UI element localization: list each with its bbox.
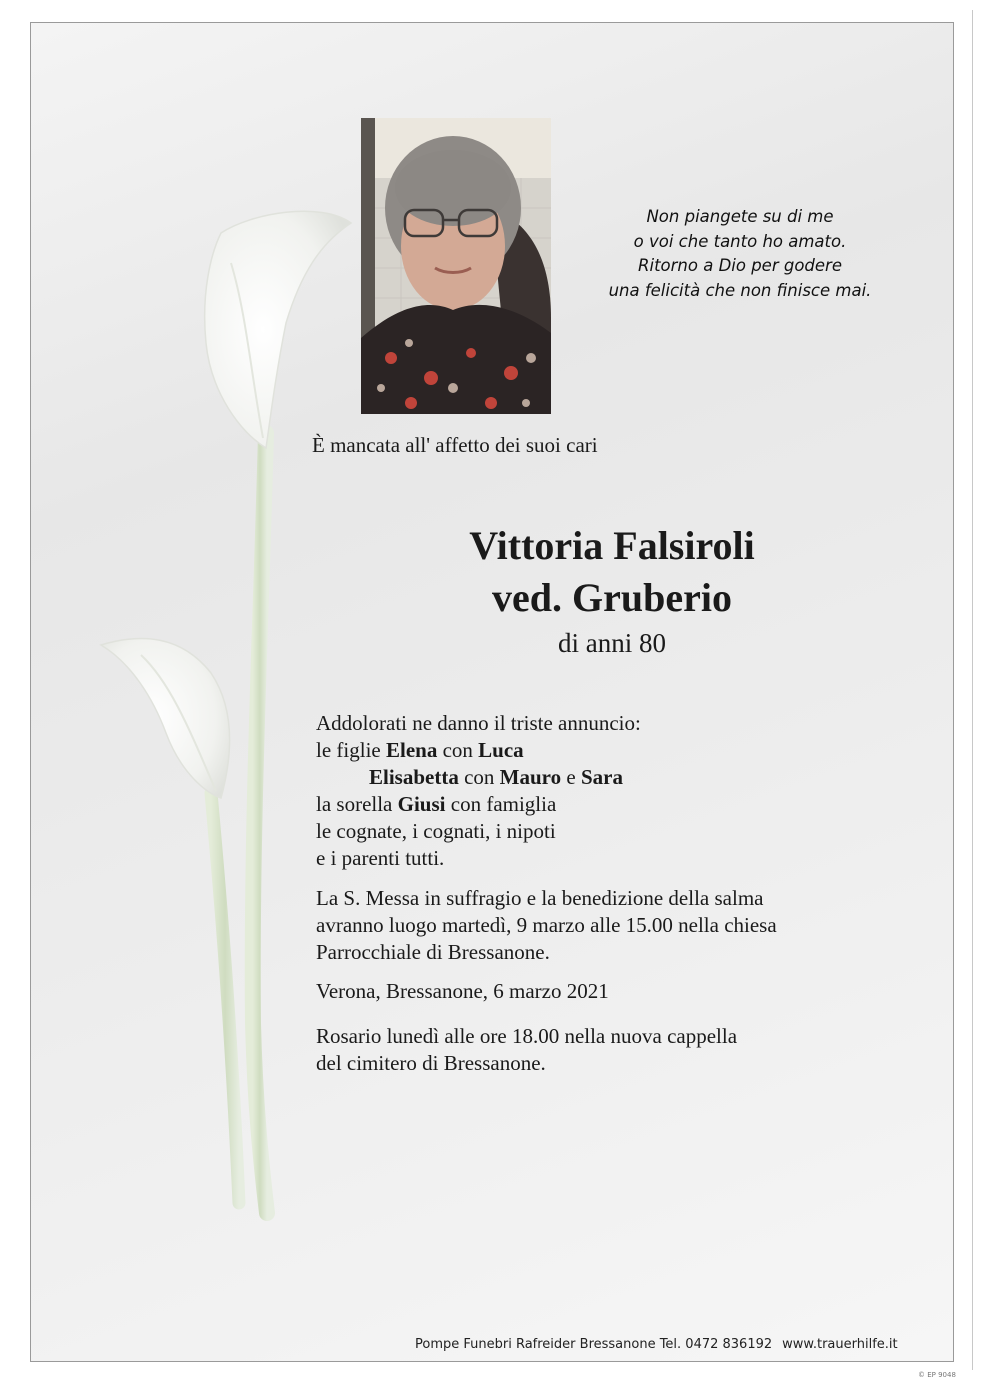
poem-line: o voi che tanto ho amato. xyxy=(633,231,847,251)
text-fragment: con xyxy=(437,738,479,762)
rosary-line: Rosario lunedì alle ore 18.00 nella nuova cappella xyxy=(316,1024,738,1048)
deceased-full-name: Vittoria Falsiroli xyxy=(469,523,755,568)
text-fragment: con famiglia xyxy=(445,792,557,816)
announcement-line xyxy=(316,737,777,764)
mass-line: avranno luogo martedì, 9 marzo alle 15.00 nella chiesa xyxy=(316,913,777,937)
deceased-name xyxy=(412,520,812,624)
funeral-home-contact: Pompe Funebri Rafreider Bressanone Tel. 0472 836192 xyxy=(415,1337,773,1352)
place-date: Verona, Bressanone, 6 marzo 2021 xyxy=(316,979,609,1003)
text-fragment: e xyxy=(561,765,581,789)
mass-info xyxy=(316,885,777,966)
text-fragment: la sorella xyxy=(316,792,398,816)
announcement-line xyxy=(316,791,777,818)
outer-rule xyxy=(972,10,973,1370)
relative-name: Elena xyxy=(385,738,438,762)
mass-line: Parrocchiale di Bressanone. xyxy=(316,940,550,964)
funeral-home-footer xyxy=(415,1337,898,1352)
relative-name: Luca xyxy=(478,738,524,762)
print-code: © EP 9048 xyxy=(918,1371,956,1379)
deceased-age: di anni 80 xyxy=(558,628,666,658)
rosary-info xyxy=(316,1023,777,1077)
poem-line: Ritorno a Dio per godere xyxy=(638,256,842,275)
announcement-line xyxy=(316,764,777,791)
announcement-line: le cognate, i cognati, i nipoti xyxy=(316,819,556,843)
website-link[interactable]: www.trauerhilfe.it xyxy=(782,1337,898,1352)
announcement-line: Addolorati ne danno il triste annuncio: xyxy=(316,711,641,735)
relative-name: Sara xyxy=(580,765,623,789)
text-fragment: con xyxy=(458,765,500,789)
rosary-line: del cimitero di Bressanone. xyxy=(316,1051,546,1075)
text-fragment: le figlie xyxy=(316,738,386,762)
poem-line: Non piangete su di me xyxy=(646,207,834,226)
mass-line: La S. Messa in suffragio e la benedizione della salma xyxy=(316,886,764,910)
poem-line: una felicità che non finisce mai. xyxy=(608,280,872,300)
relative-name: Giusi xyxy=(397,792,446,816)
relative-name: Mauro xyxy=(499,765,562,789)
announcement-line: e i parenti tutti. xyxy=(316,846,445,870)
deceased-married-name: ved. Gruberio xyxy=(492,575,732,620)
intro-text: È mancata all' affetto dei suoi cari xyxy=(312,433,598,457)
announcement-body xyxy=(316,710,777,1077)
poem-verse xyxy=(590,205,890,303)
portrait-photo xyxy=(361,118,551,414)
relative-name: Elisabetta xyxy=(369,765,459,789)
